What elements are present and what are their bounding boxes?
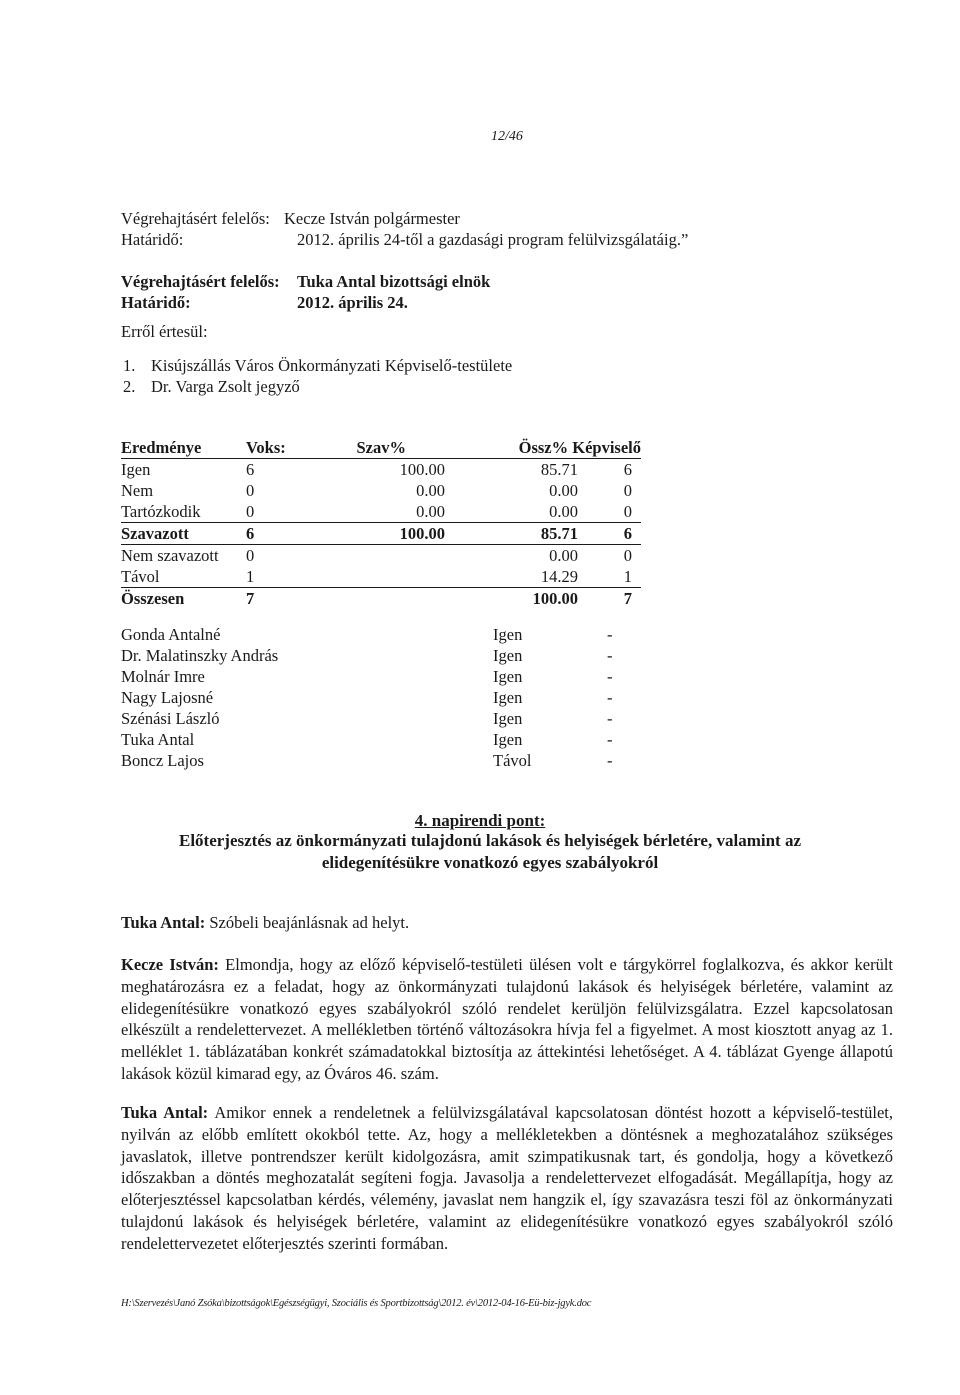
paragraph-text: Elmondja, hogy az előző képviselő-testületi ülésen volt e tárgykörrel foglalkozva, és akkor került meghatározásra ez a feladat, hogy az önkormányzati tulajdonú lakások és helyiségek bérletére, valamint az elidegenítésükre vonatkozó egyes szabályokról szóló rendelet kerüljön felülvizsgálatra. Ezzel kapcsolatosan elkészült a rendelettervezet. A mellékletben történő változásokra hívja fel a figyelmet. A most kiosztott anyag az 1. melléklet 1. táblázatában konkrét számadatokkal biztosítja az áttekintési lehetőséget. A 4. táblázat Gyenge állapotú lakások közül kimarad egy, az Óváros 46. szám.: [121, 955, 893, 1083]
total-percent: 0.00: [549, 481, 578, 500]
representative-count: 7: [623, 589, 632, 608]
notified-item-number: 2.: [123, 377, 136, 396]
member-name: Molnár Imre: [121, 667, 205, 686]
vote-label: Tartózkodik: [121, 502, 201, 521]
total-percent: 100.00: [532, 589, 578, 608]
member-mark: -: [607, 730, 613, 749]
header-representative: Képviselő: [572, 438, 641, 457]
member-name: Boncz Lajos: [121, 751, 204, 770]
vote-row: [121, 480, 641, 501]
total-percent: 85.71: [540, 524, 578, 543]
header-vote-percent: Szav%: [356, 438, 406, 457]
member-name: Nagy Lajosné: [121, 688, 214, 707]
notified-item: [123, 376, 300, 397]
speaker-name: Kecze István:: [121, 955, 219, 974]
representative-count: 6: [623, 524, 632, 543]
agenda-number-text: 4. napirendi pont:: [414, 811, 546, 830]
notified-item-number: 1.: [123, 356, 136, 375]
representative-count: 0: [623, 546, 632, 565]
vote-count: 0: [246, 502, 255, 521]
vote-label: Összesen: [121, 589, 185, 608]
member-mark: -: [607, 751, 613, 770]
member-vote-row: [121, 645, 621, 666]
deadline-label: Határidő:: [121, 230, 184, 249]
responsible-label: Végrehajtásért felelős:: [121, 209, 270, 228]
member-vote-row: [121, 624, 621, 645]
page-number: 12/46: [491, 129, 523, 144]
vote-label: Nem: [121, 481, 154, 500]
responsible-label: Végrehajtásért felelős:: [121, 272, 280, 291]
header-votes: Voks:: [246, 438, 286, 457]
vote-percent: 100.00: [399, 460, 445, 479]
vote-row: [121, 545, 641, 566]
vote-percent: 100.00: [399, 524, 445, 543]
vote-count: 6: [246, 460, 255, 479]
member-vote: Igen: [493, 667, 523, 686]
representative-count: 6: [623, 460, 632, 479]
member-vote: Távol: [493, 751, 532, 770]
vote-label: Nem szavazott: [121, 546, 219, 565]
vote-label: Igen: [121, 460, 151, 479]
header-total-percent: Össz%: [518, 438, 569, 457]
vote-row: [121, 459, 641, 480]
member-vote-row: [121, 708, 621, 729]
member-vote: Igen: [493, 730, 523, 749]
minutes-paragraph: [121, 1102, 893, 1254]
member-vote: Igen: [493, 688, 523, 707]
vote-count: 1: [246, 567, 255, 586]
member-vote: Igen: [493, 646, 523, 665]
notified-item-text: Dr. Varga Zsolt jegyző: [151, 377, 300, 396]
member-mark: -: [607, 667, 613, 686]
vote-row-total: [121, 588, 641, 609]
total-percent: 0.00: [549, 502, 578, 521]
representative-count: 0: [623, 481, 632, 500]
minutes-paragraph: [121, 954, 893, 1085]
member-name: Tuka Antal: [121, 730, 195, 749]
notified-title: Erről értesül:: [121, 322, 208, 341]
deadline-label: Határidő:: [121, 293, 191, 312]
vote-count: 7: [246, 589, 255, 608]
vote-row-voted: [121, 523, 641, 545]
paragraph-text: Szóbeli beajánlásnak ad helyt.: [205, 913, 410, 932]
vote-results-table: [121, 437, 641, 609]
member-mark: -: [607, 709, 613, 728]
header-result: Eredménye: [121, 438, 202, 457]
deadline-value: 2012. április 24.: [297, 293, 408, 312]
total-percent: 0.00: [549, 546, 578, 565]
notified-item: [123, 355, 512, 376]
vote-table-header: [121, 437, 641, 459]
total-percent: 85.71: [540, 460, 578, 479]
vote-count: 0: [246, 546, 255, 565]
responsible-row: [121, 208, 460, 229]
deadline-value: 2012. április 24-től a gazdasági program felülvizsgálatáig.”: [297, 230, 689, 249]
minutes-paragraph: [121, 912, 893, 934]
notified-item-text: Kisújszállás Város Önkormányzati Képviselő-testülete: [151, 356, 513, 375]
member-vote-row: [121, 666, 621, 687]
vote-label: Szavazott: [121, 524, 189, 543]
agenda-title: Előterjesztés az önkormányzati tulajdonú lakások és helyiségek bérletére, valamint az elidegenítésükre vonatkozó egyes szabályokról: [178, 831, 801, 873]
member-name: Szénási László: [121, 709, 220, 728]
member-vote-row: [121, 750, 621, 771]
speaker-name: Tuka Antal:: [121, 1103, 209, 1122]
member-vote: Igen: [493, 625, 523, 644]
footer-file-path: H:\Szervezés\Janó Zsóka\bizottságok\Egészségügyi, Szociális és Sportbizottság\2012. év\2012-04-16-Eü-biz-jgyk.doc: [121, 1298, 592, 1309]
vote-count: 6: [246, 524, 255, 543]
vote-row: [121, 501, 641, 523]
vote-row: [121, 566, 641, 588]
member-mark: -: [607, 688, 613, 707]
member-name: Gonda Antalné: [121, 625, 221, 644]
header-total-group: [519, 437, 641, 458]
speaker-name: Tuka Antal:: [121, 913, 206, 932]
member-mark: -: [607, 646, 613, 665]
deadline-row: [121, 229, 689, 250]
representative-count: 1: [623, 567, 632, 586]
responsible-value: Tuka Antal bizottsági elnök: [297, 272, 491, 291]
member-vote: Igen: [493, 709, 523, 728]
member-name: Dr. Malatinszky András: [121, 646, 279, 665]
responsible-row: [121, 271, 491, 292]
member-vote-row: [121, 729, 621, 750]
member-mark: -: [607, 625, 613, 644]
vote-percent: 0.00: [416, 481, 445, 500]
vote-count: 0: [246, 481, 255, 500]
vote-label: Távol: [121, 567, 160, 586]
vote-percent: 0.00: [416, 502, 445, 521]
agenda-number: [0, 810, 960, 832]
deadline-row: [121, 292, 408, 313]
member-vote-row: [121, 687, 621, 708]
representative-count: 0: [623, 502, 632, 521]
paragraph-text: Amikor ennek a rendeletnek a felülvizsgálatával kapcsolatosan döntést hozott a képviselő-testület, nyilván az előbb említett okokból tette. Az, hogy a mellékletekben a döntésnek a meghozatalához szükséges javaslatok, illetve pontrendszer került kidolgozásra, amit szimpatikusnak tart, és gondolja, hogy a következő időszakban a döntés meghozatalát segíteni fogja. Javasolja a rendelettervezet elfogadását. Megállapítja, hogy az előterjesztéssel kapcsolatban kérdés, vélemény, javaslat nem hangzik el, így szavazásra teszi föl az önkormányzati tulajdonú lakások és helyiségek bérletére, valamint az elidegenítésükre vonatkozó egyes szabályokról szóló rendelettervezetet előterjesztés szerinti formában.: [121, 1103, 893, 1253]
total-percent: 14.29: [540, 567, 578, 586]
responsible-value: Kecze István polgármester: [284, 209, 460, 228]
